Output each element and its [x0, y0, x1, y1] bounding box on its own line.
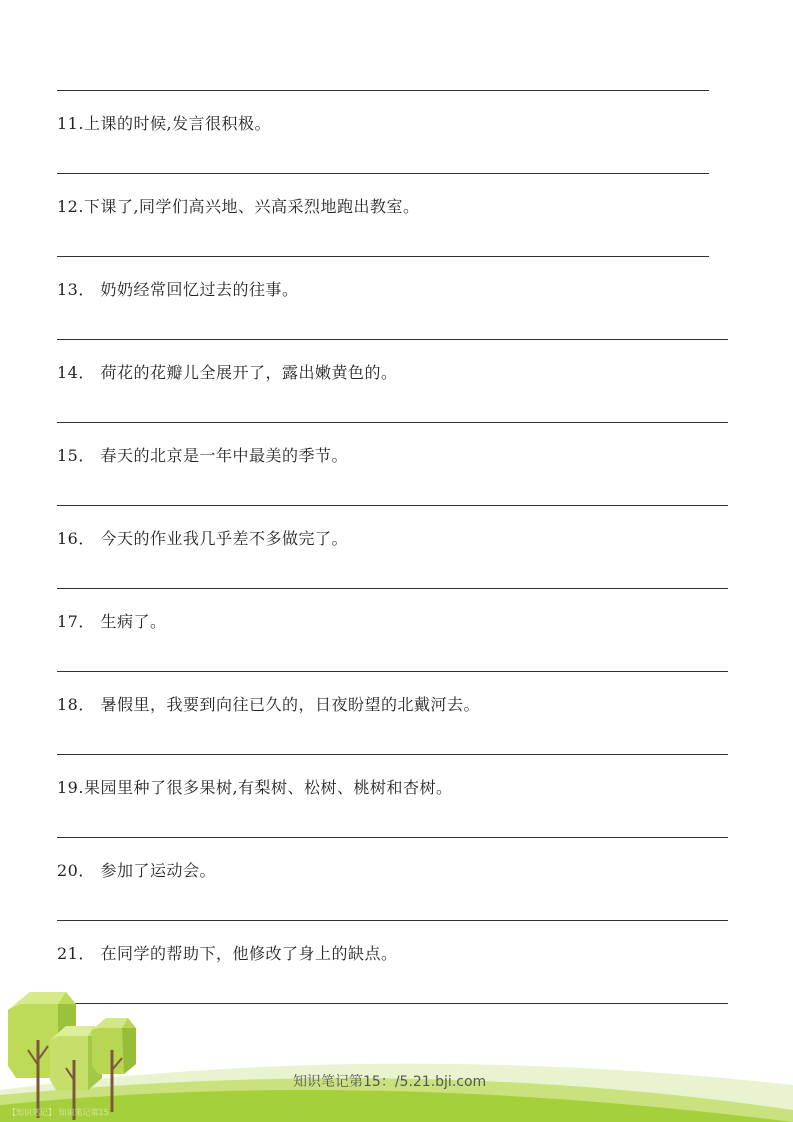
question-number: 17．	[57, 612, 95, 631]
question-number: 16．	[57, 529, 95, 548]
question-number: 19.	[57, 778, 84, 797]
question-text: 生病了。	[100, 612, 167, 631]
question-text: 荷花的花瓣儿全展开了，露出嫩黄色的。	[100, 363, 398, 382]
question-number: 11.	[57, 114, 84, 133]
question-text: 参加了运动会。	[100, 861, 216, 880]
question-text: 暑假里，我要到向往已久的，日夜盼望的北戴河去。	[100, 695, 480, 714]
question-number: 20．	[57, 861, 95, 880]
question-text: 奶奶经常回忆过去的往事。	[100, 280, 299, 299]
footer-small-text: 【知识笔记】 知识笔记第15	[8, 1108, 109, 1117]
question-text: 下课了,同学们高兴地、兴高采烈地跑出教室。	[83, 197, 420, 216]
question-number: 15．	[57, 446, 95, 465]
question-number: 12.	[57, 197, 84, 216]
question-text: 上课的时候,发言很积极。	[83, 114, 272, 133]
question-text: 果园里种了很多果树,有梨树、松树、桃树和杏树。	[83, 778, 453, 797]
question-number: 21．	[57, 944, 95, 963]
question-text: 今天的作业我几乎差不多做完了。	[100, 529, 348, 548]
question-number: 18．	[57, 695, 95, 714]
question-text: 在同学的帮助下，他修改了身上的缺点。	[100, 944, 398, 963]
question-text: 春天的北京是一年中最美的季节。	[100, 446, 348, 465]
footer-watermark: 知识笔记第15：/5.21.bji.com	[293, 1074, 487, 1090]
question-number: 13．	[57, 280, 95, 299]
question-number: 14．	[57, 363, 95, 382]
